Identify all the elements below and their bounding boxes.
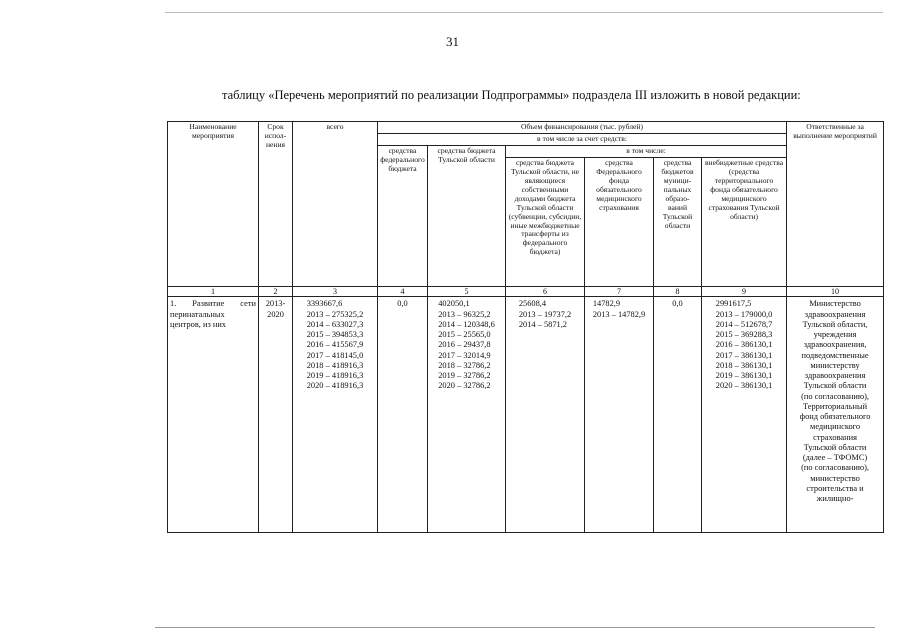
- header-responsible: Ответственные за выполнение мероприятий: [787, 122, 884, 287]
- regional-line: 2018 – 32786,2: [438, 360, 491, 370]
- col-number: 10: [787, 286, 884, 296]
- responsible-line: страхования: [813, 432, 857, 442]
- responsible-line: (по согласованию),: [801, 463, 870, 473]
- regional-line: 2019 – 32786,2: [438, 371, 491, 381]
- header-extra: внебюджетные средства (средства территориального фонда обязательного медицинского страхования Тульской области): [702, 157, 787, 286]
- responsible-line: строительства и: [806, 483, 864, 493]
- total-line: 2013 – 275325,2: [306, 309, 364, 319]
- responsible-line: здравоохранения: [804, 371, 866, 381]
- extra-list: [716, 299, 773, 391]
- column-number-row: [168, 286, 884, 296]
- responsible-line: жилищно-: [816, 494, 854, 504]
- extra-line: 2014 – 512678,7: [715, 319, 773, 329]
- municipal-cell: 0,0: [654, 297, 702, 533]
- responsible-line: учреждения: [813, 330, 857, 340]
- responsible-line: здравоохранения: [804, 309, 866, 319]
- measures-table: [167, 121, 884, 533]
- responsible-line: министерство: [810, 473, 860, 483]
- col-number: 5: [428, 286, 506, 296]
- total-list: [307, 299, 364, 391]
- responsible-line: фонд обязательного: [799, 412, 871, 422]
- col-number: 8: [654, 286, 702, 296]
- page-number: 31: [446, 34, 459, 49]
- fed-fund-cell: [585, 297, 654, 533]
- total-line: 2017 – 418145,0: [306, 350, 364, 360]
- header-funding: Объем финансирования (тыс. рублей): [378, 122, 787, 134]
- header-regional-not-own: средства бюджета Тульской области, не являющиеся собственными доходами бюджета Тульской области (субвенции, субсидии, иные межбюджетные трансферты из федерального бюджета): [506, 157, 585, 286]
- responsible-line: здравоохранения,: [803, 340, 867, 350]
- responsible-line: Тульской области: [803, 442, 867, 452]
- extra-line: 2991617,5: [715, 299, 752, 309]
- extra-line: 2020 – 386130,1: [715, 381, 773, 391]
- regional-line: 2016 – 29437,8: [438, 340, 491, 350]
- federal-cell: 0,0: [378, 297, 428, 533]
- col-number: 6: [506, 286, 585, 296]
- responsible-list: [789, 299, 881, 504]
- total-line: 2019 – 418916,3: [306, 371, 364, 381]
- regional-not-own-line: 2014 – 5871,2: [518, 319, 567, 329]
- total-line: 2016 – 415567,9: [306, 340, 364, 350]
- header-regional: средства бюджета Тульской области: [428, 145, 506, 286]
- header-name: Наименование мероприятия: [168, 122, 259, 287]
- responsible-line: Территориальный: [802, 401, 868, 411]
- responsible-line: медицинского: [810, 422, 861, 432]
- col-number: 4: [378, 286, 428, 296]
- table-row: [168, 297, 884, 533]
- total-line: 2020 – 418916,3: [306, 381, 364, 391]
- regional-line: 2014 – 120348,6: [438, 319, 495, 329]
- fed-fund-list: [593, 299, 645, 320]
- col-number: 1: [168, 286, 259, 296]
- responsible-line: Тульской области,: [802, 319, 868, 329]
- total-cell: [293, 297, 378, 533]
- top-rule: [165, 12, 883, 13]
- extra-line: 2018 – 386130,1: [715, 360, 773, 370]
- regional-line: 2015 – 25565,0: [438, 330, 491, 340]
- intro-text: таблицу «Перечень мероприятий по реализации Подпрограммы» подраздела III изложить в новой редакции:: [222, 88, 801, 102]
- total-line: 2015 – 394853,3: [306, 330, 364, 340]
- col-number: 3: [293, 286, 378, 296]
- fed-fund-line: 14782,9: [592, 299, 621, 309]
- col-number: 2: [259, 286, 293, 296]
- extra-line: 2015 – 369288,3: [715, 330, 773, 340]
- regional-cell: [428, 297, 506, 533]
- regional-line: 2017 – 32014,9: [438, 350, 491, 360]
- header-incl-sources: в том числе за счет средств:: [378, 133, 787, 145]
- measure-name: 1. Развитие сети перинатальных центров, из них: [168, 297, 259, 533]
- extra-cell: [702, 297, 787, 533]
- regional-not-own-cell: [506, 297, 585, 533]
- measure-term: [259, 297, 293, 533]
- regional-list: [438, 299, 495, 391]
- header-incl: в том числе:: [506, 145, 787, 157]
- header-federal: средства федерального бюджета: [378, 145, 428, 286]
- header-fed-fund: средства Федерального фонда обязательного медицинского страхования: [585, 157, 654, 286]
- header-municipal: средства бюджетов муници-пальных образо-ваний Тульской области: [654, 157, 702, 286]
- bottom-rule: [155, 627, 875, 628]
- regional-not-own-line: 25608,4: [518, 299, 547, 309]
- regional-not-own-list: [519, 299, 571, 330]
- regional-line: 2013 – 96325,2: [438, 309, 491, 319]
- header-total: всего: [293, 122, 378, 287]
- total-line: 2018 – 418916,3: [306, 360, 364, 370]
- regional-line: 2020 – 32786,2: [438, 381, 491, 391]
- responsible-line: Тульской области: [803, 381, 867, 391]
- regional-line: 402050,1: [438, 299, 470, 309]
- fed-fund-line: 2013 – 14782,9: [592, 309, 646, 319]
- regional-not-own-line: 2013 – 19737,2: [518, 309, 572, 319]
- term-end: 2020: [267, 309, 284, 319]
- extra-line: 2016 – 386130,1: [715, 340, 773, 350]
- extra-line: 2019 – 386130,1: [715, 371, 773, 381]
- extra-line: 2017 – 386130,1: [715, 350, 773, 360]
- total-line: 3393667,6: [306, 299, 343, 309]
- responsible-cell: [787, 297, 884, 533]
- responsible-line: подведомственные: [801, 350, 869, 360]
- responsible-line: Министерство: [809, 299, 861, 309]
- total-line: 2014 – 633027,3: [306, 319, 364, 329]
- responsible-line: (по согласованию),: [801, 391, 870, 401]
- col-number: 7: [585, 286, 654, 296]
- extra-line: 2013 – 179000,0: [715, 309, 773, 319]
- term-start: 2013-: [265, 299, 286, 309]
- responsible-line: (далее – ТФОМС): [802, 453, 868, 463]
- responsible-line: министерству: [810, 360, 860, 370]
- header-term: Срок испол-нения: [259, 122, 293, 287]
- col-number: 9: [702, 286, 787, 296]
